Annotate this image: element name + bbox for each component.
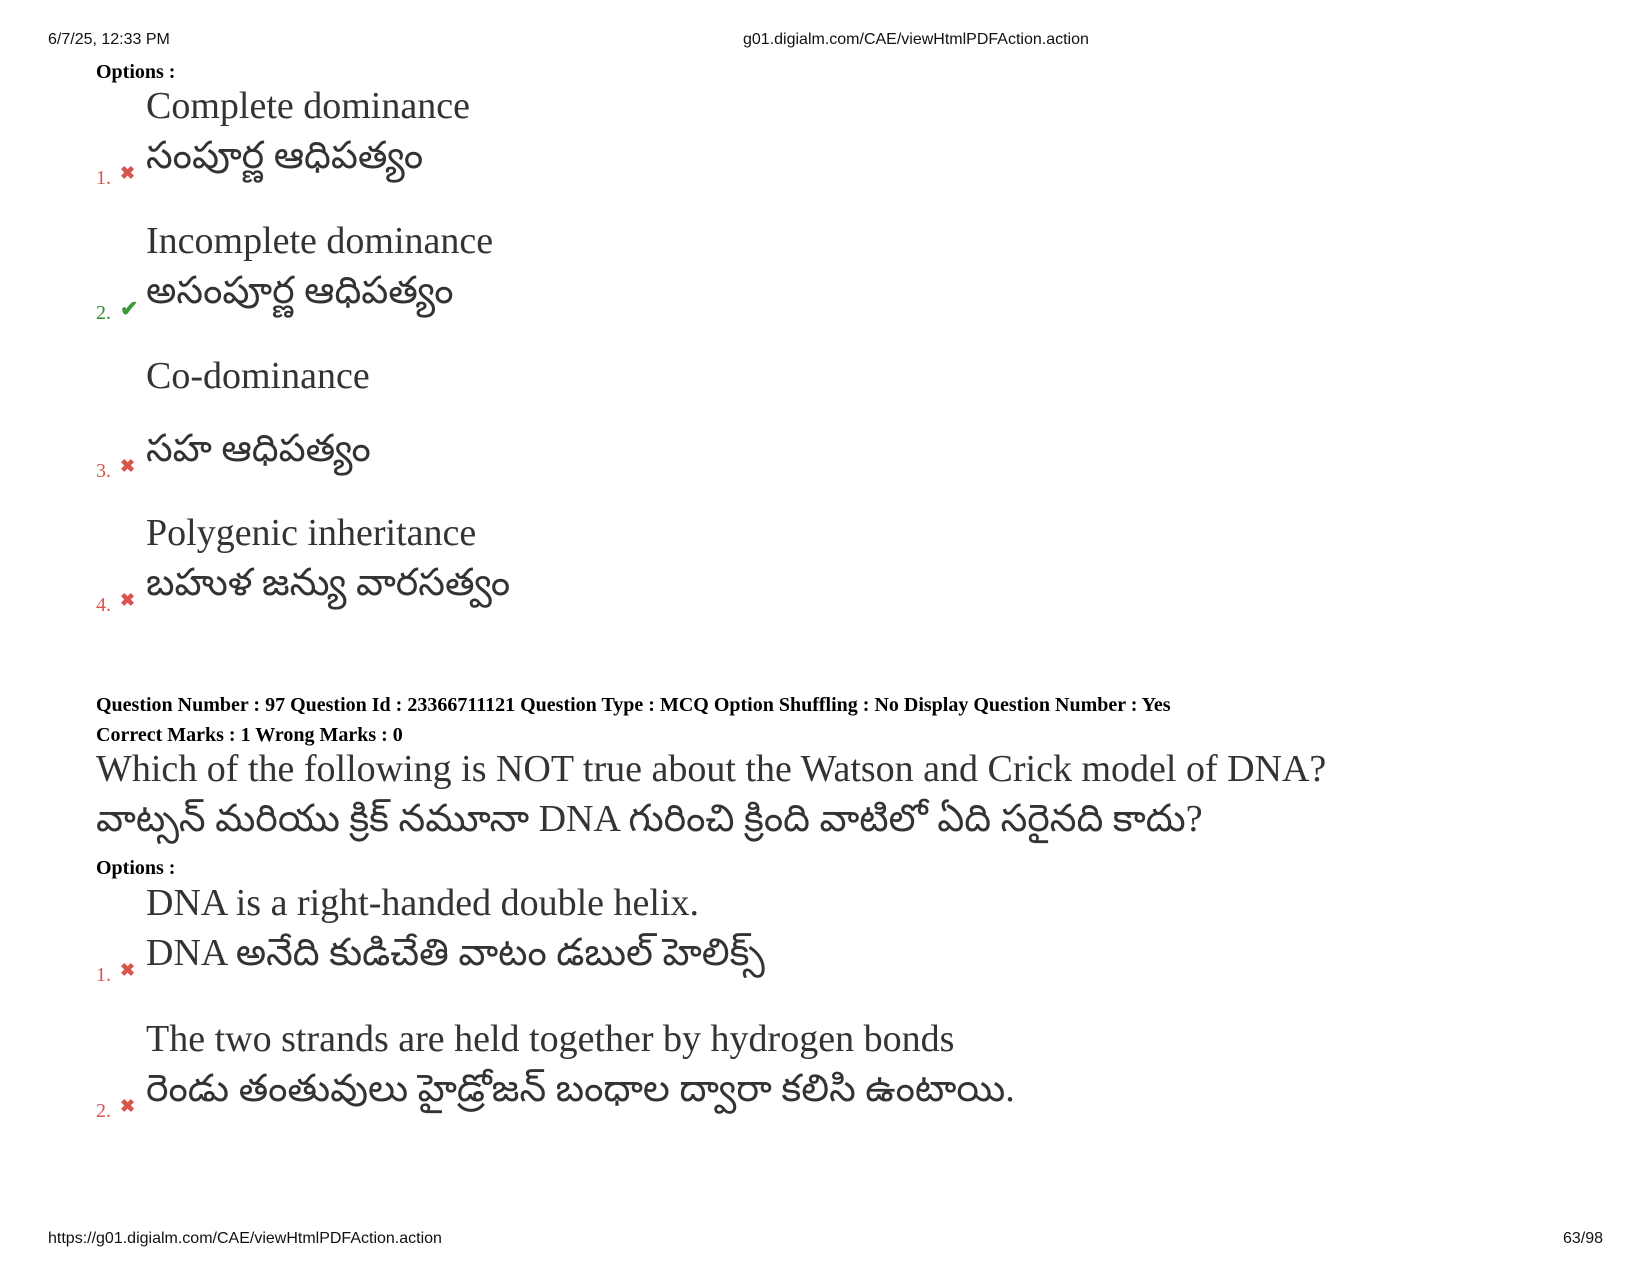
question-text-te: వాట్సన్ మరియు క్రిక్ నమూనా DNA గురించి క్రింది వాటిలో ఏది సరైనది కాదు? <box>96 798 1203 840</box>
option-text-en: Complete dominance <box>146 85 470 127</box>
options-label: Options : <box>96 857 176 879</box>
question-text-en: Which of the following is NOT true about the Watson and Crick model of DNA? <box>96 748 1327 790</box>
option-text-en: Incomplete dominance <box>146 220 494 262</box>
option-text-te: సంపూర్ణ ఆధిపత్యం <box>146 135 424 177</box>
option-number: 2. <box>96 1100 111 1122</box>
option-text-te: అసంపూర్ణ ఆధిపత్యం <box>146 270 454 312</box>
option-text-te: సహ ఆధిపత్యం <box>146 428 371 470</box>
print-url-footer: https://g01.digialm.com/CAE/viewHtmlPDFAction.action <box>48 1230 442 1247</box>
option-number: 1. <box>96 964 111 986</box>
print-datetime: 6/7/25, 12:33 PM <box>48 31 170 48</box>
wrong-mark-icon: ✖ <box>120 1096 136 1116</box>
option-number: 4. <box>96 594 111 616</box>
wrong-mark-icon: ✖ <box>120 163 136 183</box>
option-text-en: Co-dominance <box>146 355 370 397</box>
question-meta: Question Number : 97 Question Id : 23366711121 Question Type : MCQ Option Shuffling : No Display Question Number : Yes <box>96 694 1171 716</box>
option-text-te: రెండు తంతువులు హైడ్రోజన్ బంధాల ద్వారా కలిసి ఉంటాయి. <box>146 1068 1015 1110</box>
option-number: 3. <box>96 460 111 482</box>
wrong-mark-icon: ✖ <box>120 960 136 980</box>
print-url-header: g01.digialm.com/CAE/viewHtmlPDFAction.action <box>743 31 1089 48</box>
option-text-en: DNA is a right-handed double helix. <box>146 882 700 924</box>
option-number: 2. <box>96 302 111 324</box>
option-text-en: Polygenic inheritance <box>146 512 477 554</box>
option-text-te: DNA అనేది కుడిచేతి వాటం డబుల్ హెలిక్స్ <box>146 932 765 974</box>
marks-meta: Correct Marks : 1 Wrong Marks : 0 <box>96 724 403 746</box>
correct-check-icon: ✔ <box>120 296 139 321</box>
option-number: 1. <box>96 167 111 189</box>
option-item <box>96 85 1496 195</box>
page-number: 63/98 <box>1563 1230 1604 1247</box>
option-item <box>96 355 1496 485</box>
option-item <box>96 220 1496 330</box>
wrong-mark-icon: ✖ <box>120 590 136 610</box>
wrong-mark-icon: ✖ <box>120 456 136 476</box>
options-label: Options : <box>96 61 176 83</box>
option-text-te: బహుళ జన్యు వారసత్వం <box>146 562 511 604</box>
option-text-en: The two strands are held together by hydrogen bonds <box>146 1018 955 1060</box>
option-item <box>96 882 1496 992</box>
option-item <box>96 1018 1496 1128</box>
option-item <box>96 512 1496 622</box>
